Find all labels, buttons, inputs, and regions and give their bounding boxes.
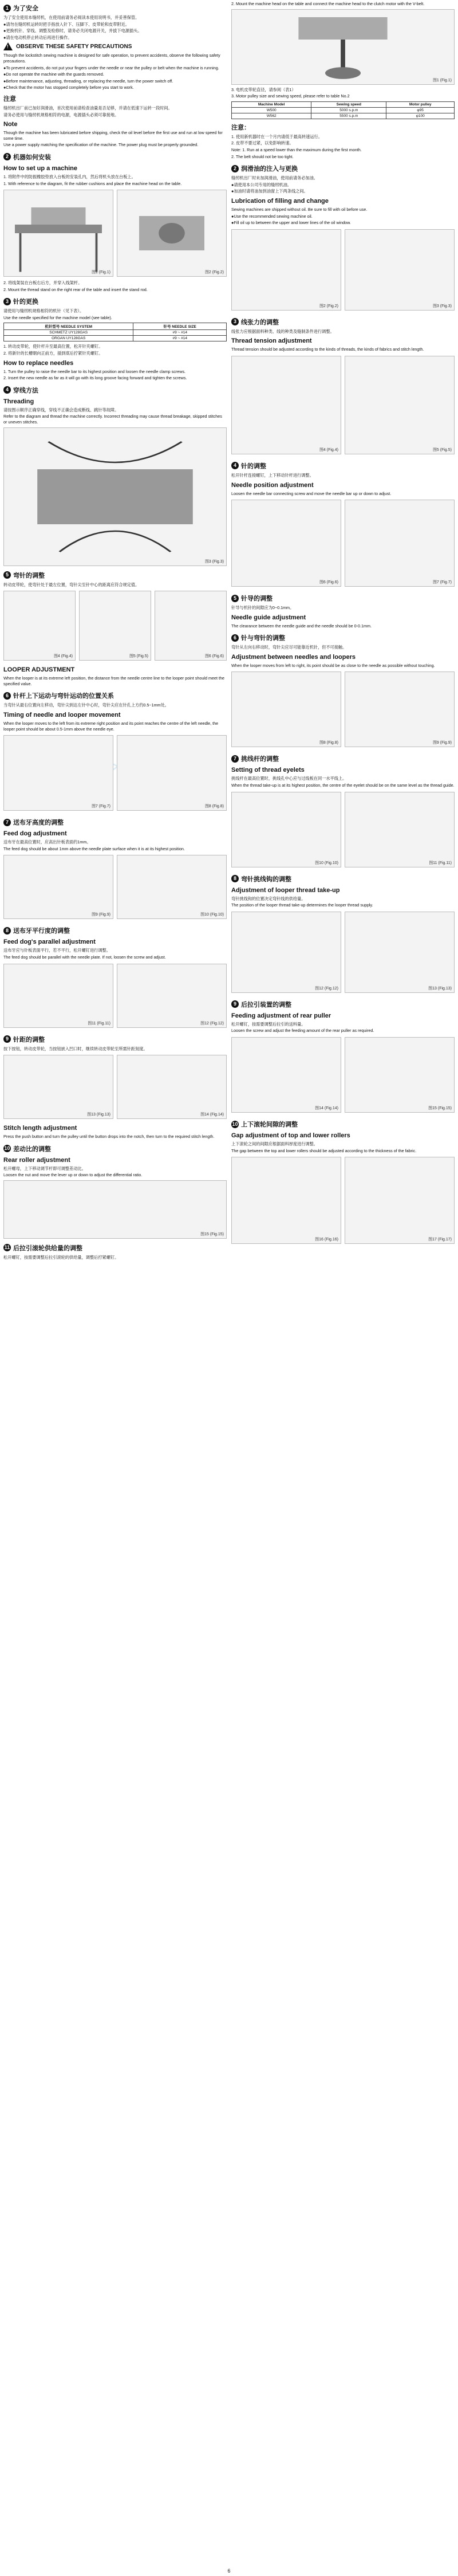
para: 按下按钮，转动皮带轮，当按钮嵌入凹口时，继续转动皮带轮至所需针距刻度。 (3, 1046, 148, 1051)
section-title: 送布牙平行度的调整 (13, 928, 70, 935)
section-title: 上下滚轮间隙的调整 (241, 1121, 298, 1129)
section-number: 8 (3, 927, 11, 934)
figure (345, 672, 455, 747)
table-cell: ORGAN UY128GAS (4, 336, 133, 341)
para: The feed dog should be parallel with the needle plate. If not, loosen the screw and adjust. (3, 954, 166, 960)
para: 2. Mount the thread stand on the right rear of the table and insert the stand rod. (3, 286, 148, 292)
figure-caption: 图6 (Fig.6) (319, 580, 338, 585)
note-heading: 注意 (3, 95, 16, 103)
section-thread-tension (231, 317, 455, 457)
section-title-en: Gap adjustment of top and lower rollers (231, 1132, 350, 1140)
section-title: 针导的调整 (241, 595, 273, 603)
figure-caption: 图1 (Fig.1) (91, 270, 110, 275)
para: 2. Insert the new needle as far as it will go with its long groove facing forward and tighten the screws. (3, 375, 187, 381)
section-title: 针的调整 (241, 462, 266, 470)
figure-caption: 图7 (Fig.7) (91, 804, 110, 809)
figure (155, 591, 227, 661)
section-title: 弯针挑线钩的调整 (241, 875, 291, 883)
para: Note: 1. Run at a speed lower than the maximum during the first month. (231, 147, 362, 152)
para: 缝纫机出厂时未加润滑油，使用前请务必加油。 (231, 175, 318, 181)
section-looper-takeup (231, 874, 455, 995)
para: 弯针从左向右移动时，弯针尖应尽可能靠近机针，但不可接触。 (231, 645, 347, 650)
right-column (231, 0, 455, 2567)
table-row (232, 107, 455, 113)
section-title-en: How to set up a machine (3, 164, 77, 172)
section-title-en: Feeding adjustment of rear puller (231, 1012, 331, 1019)
figure (345, 1157, 455, 1244)
note-heading-en: Note (3, 121, 18, 128)
section-title: 机器如何安装 (13, 154, 51, 161)
para: Loosen the screw and adjust the feeding amount of the rear puller as required. (231, 1028, 374, 1034)
section-feed-dog-parallel (3, 926, 227, 1030)
section-needle-looper (231, 633, 455, 749)
para: Use a power supply matching the specification of the machine. The power plug must be properly grounded. (3, 142, 199, 148)
figure (3, 964, 113, 1028)
figure (231, 792, 341, 867)
table-header: Motor pulley (386, 101, 455, 107)
figure (3, 190, 113, 277)
para: Press the push button and turn the pulley until the button drops into the notch, then turn to the required stitch length. (3, 1134, 215, 1140)
para: Loosen the needle bar connecting screw and move the needle bar up or down to adjust. (231, 490, 392, 496)
section-title-en: Adjustment of looper thread take-up (231, 886, 340, 894)
section-number: 2 (231, 165, 239, 172)
section-title: 线张力的调整 (241, 319, 279, 326)
section-number: 5 (231, 595, 239, 602)
para: ●请在电动机停止转动后再进行操作。 (3, 34, 72, 40)
para: ●Before maintenance, adjusting, threading, or replacing the needle, turn the power switch off. (3, 78, 173, 84)
page-number: 6 (227, 2568, 231, 2574)
section-setup (3, 152, 227, 292)
figure-caption: 图9 (Fig.9) (432, 741, 452, 745)
section-title-en: Feed dog's parallel adjustment (3, 938, 96, 946)
para: The feed dog should be about 1mm above the needle plate surface when it is at its highest position. (3, 846, 185, 851)
para: 为了安全使用本缝纫机，在使用前请务必阅读本使用说明书，并妥善保管。 (3, 15, 140, 20)
section-title: 弯针的调整 (13, 572, 45, 579)
table-cell: W562 (232, 113, 311, 119)
table-header: 机针型号 NEEDLE SYSTEM (4, 323, 133, 330)
figure-caption: 图16 (Fig.16) (315, 1238, 338, 1242)
para: ●Check that the motor has stopped completely before you start to work. (3, 85, 134, 91)
figure (117, 190, 227, 277)
section-title: 挑线杆的调整 (241, 756, 279, 763)
para: ●请勿在缝纫机运转时把手指放入针下、压脚下、皮带轮和皮带附近。 (3, 21, 129, 27)
para: 送布牙在最高位置时，应高出针板表面约1mm。 (3, 839, 91, 845)
section-title-en: Setting of thread eyelets (231, 767, 305, 774)
section-rear-puller (231, 1000, 455, 1115)
para: 转动皮带轮，使弯针处于最左位置，弯针尖至针中心的距离应符合规定值。 (3, 582, 140, 587)
figure (231, 672, 341, 747)
figure (117, 735, 227, 811)
section-roller-gap (231, 1120, 455, 1246)
para: Refer to the diagram and thread the machine correctly. Incorrect threading may cause thread breakage, skipped stitches or uneven stitches. (3, 414, 222, 425)
table-header: Sewing speed (311, 101, 386, 107)
section-number: 7 (231, 755, 239, 763)
para: 请务必使用与缝纫机规格相符的电源，电源插头必须可靠接地。 (3, 112, 119, 117)
para: When the thread take-up is at its highest position, the centre of the eyelet should be on the same level as the thread guide. (231, 783, 455, 788)
figure (345, 792, 455, 867)
figure-caption: 图8 (Fig.8) (204, 804, 224, 809)
figure-caption: 图15 (Fig.15) (200, 1232, 224, 1236)
section-title-en: Needle guide adjustment (231, 614, 306, 621)
figure-caption: 图3 (Fig.3) (432, 304, 452, 308)
para: 3. 电机皮带轮直径，请参阅（表1） (231, 87, 296, 92)
speed-table (231, 101, 455, 119)
para: ●加油时请将油加到油窗上下两条线之间。 (231, 189, 308, 194)
para: 松开螺母，上下移动调节杆即可调整差动比。 (3, 1165, 86, 1171)
figure (231, 229, 341, 311)
section-number: 1 (3, 5, 11, 12)
para: The position of the looper thread take-up determines the looper thread supply. (231, 902, 373, 908)
figure-caption: 图2 (Fig.2) (319, 304, 338, 308)
figure (3, 591, 76, 661)
section-rear-roller (3, 1243, 227, 1260)
figure (231, 500, 341, 587)
figure-caption: 图15 (Fig.15) (428, 1106, 452, 1111)
figure-caption: 图12 (Fig.12) (200, 1021, 224, 1026)
section-title: 差动比的调整 (13, 1145, 51, 1153)
section-number: 4 (3, 386, 11, 394)
figure (117, 855, 227, 919)
para: 2. 将新针的长槽朝向正前方，插到底后拧紧针夹螺钉。 (3, 351, 103, 356)
para: The clearance between the needle guide and the needle should be 0-0.1mm. (231, 623, 372, 629)
section-needle-position (231, 461, 455, 589)
figure-caption: 图1 (Fig.1) (432, 78, 452, 83)
para: Thread tension should be adjusted according to the kinds of threads, the kinds of fabrics and stitch length. (231, 347, 424, 352)
para: ●To prevent accidents, do not put your fingers under the needle or near the pulley or belt when the machine is running. (3, 65, 219, 70)
section-title-en: Lubrication of filling and change (231, 197, 329, 205)
section-number: 10 (4, 1145, 10, 1152)
para: 上下滚轮之间的间隙应根据面料厚度进行调整。 (231, 1141, 318, 1147)
table-row (232, 113, 455, 119)
figure (3, 855, 113, 919)
figure-caption: 图4 (Fig.4) (53, 654, 73, 659)
section-differential (3, 1144, 227, 1239)
figure-caption: 图5 (Fig.5) (432, 447, 452, 452)
figure-caption: 图13 (Fig.13) (428, 986, 452, 991)
section-title: 针杆上下运动与弯针运动的位置关系 (13, 693, 114, 700)
warning-icon: ! (3, 42, 13, 50)
para: ●Use the recommended sewing machine oil. (231, 213, 313, 219)
section-title-en: Thread tension adjustment (231, 337, 312, 345)
para: 1. With reference to the diagram, fit the rubber cushions and place the machine head on the table. (3, 180, 182, 186)
para: 3. Motor pulley size and sewing speed, please refer to table No.2 (231, 93, 350, 99)
section-lubrication (231, 164, 455, 313)
para: When the looper moves to the left from its extreme right position and its point reaches the centre of the left needle, the looper point should be about 0.5-1mm above the needle eye. (3, 721, 219, 732)
para: 2. Mount the machine head on the table and connect the machine head to the clutch motor with the V-belt. (231, 1, 425, 6)
table-cell: 5000 s.p.m (311, 107, 386, 113)
table-cell: φ95 (386, 107, 455, 113)
section-number: 9 (3, 1035, 11, 1043)
figure-caption: 图10 (Fig.10) (315, 861, 338, 865)
para: ●Do not operate the machine with the guards removed. (3, 72, 104, 77)
figure-caption: 图14 (Fig.14) (200, 1113, 224, 1117)
section-number: 11 (4, 1244, 10, 1251)
table-cell: 5500 s.p.m (311, 113, 386, 119)
section-stitch-length (3, 1035, 227, 1140)
section-needle-replace (3, 297, 227, 381)
section-threading (3, 386, 227, 566)
figure-caption: 图9 (Fig.9) (91, 913, 110, 917)
section-title: 针距的调整 (13, 1036, 45, 1043)
para: ●更换机针、穿线、调整及检修时，请务必关闭电源开关，并拔下电源插头。 (3, 28, 142, 34)
figure-caption: 图10 (Fig.10) (200, 913, 224, 917)
para: Though the machine has been lubricated before shipping, check the oil level before the first use and run at low speed for some time. (3, 130, 223, 141)
para: 请使用与缝纫机规格相符的机针（见下表）。 (3, 308, 84, 314)
section-number: 9 (231, 1000, 239, 1008)
section-safety (3, 3, 227, 148)
para: Though the lockstitch sewing machine is designed for safe operation, to prevent accidents, observe the following safety precautions. (3, 53, 220, 64)
figure (231, 1157, 341, 1244)
left-column (3, 0, 227, 2567)
para: 当弯针从最右位置向左移动，弯针尖到达左针中心时，弯针尖应在针孔上方约0.5~1mm处。 (3, 702, 169, 708)
figure-caption: 图17 (Fig.17) (428, 1238, 452, 1242)
table-cell: #9 ~ #14 (133, 336, 227, 341)
figure (3, 1055, 113, 1119)
needle-table (3, 323, 227, 341)
figure (231, 912, 341, 993)
section-thread-eyelets (231, 754, 455, 869)
para: 请按图示顺序正确穿线，穿线不正确会造成断线、跳针等故障。 (3, 407, 119, 413)
para: 2. 将线架装在台板右后方，并穿入线架杆。 (3, 280, 82, 286)
section-title-en: Adjustment between needles and loopers (231, 653, 356, 661)
figure (345, 1037, 455, 1113)
section-number: 6 (3, 692, 11, 700)
figure-caption: 图2 (Fig.2) (204, 270, 224, 275)
figure (345, 356, 455, 454)
figure (345, 912, 455, 993)
section-title-en: Threading (3, 398, 34, 405)
figure-caption: 图6 (Fig.6) (204, 654, 224, 659)
figure (3, 427, 227, 566)
section-title: 针的更换 (13, 299, 38, 306)
para: 松开螺钉，按需要调整后拉引滚轮的供给量，调整后拧紧螺钉。 (3, 1254, 119, 1260)
table-cell: W500 (232, 107, 311, 113)
section-title: 穿线方法 (13, 387, 38, 394)
para: Sewing machines are shipped without oil. Be sure to fill with oil before use. (231, 206, 368, 212)
section-title-en: Timing of needle and looper movement (3, 712, 121, 718)
figure-caption: 图11 (Fig.11) (429, 861, 452, 865)
section-title-en: Feed dog adjustment (3, 830, 67, 838)
para: ●请使用本公司专用的缝纫机油。 (231, 182, 291, 187)
para: 2. 皮带不要过紧，以免影响转速。 (231, 140, 294, 146)
section-number: 10 (232, 1121, 238, 1127)
section-title-en: How to replace needles (3, 359, 74, 367)
para: 针导与机针的间隙应为0~0.1mm。 (231, 605, 294, 611)
para: When the looper is at its extreme left position, the distance from the needle centre line to the looper point should meet the specified value. (3, 676, 224, 686)
para: 缝纫机出厂前已加好润滑油，首次使用前请检查油量是否足够，并请在低速下运转一段时间。 (3, 105, 172, 111)
section-title: 送布牙高度的调整 (13, 819, 64, 827)
para: When the looper moves from left to right, its point should be as close to the needle as possible without touching. (231, 662, 435, 668)
note-heading: 注意： (231, 124, 250, 131)
para: 挑线杆在最高位置时，挑线孔中心应与过线板在同一水平线上。 (231, 776, 347, 782)
figure (117, 1055, 227, 1119)
section-title: 润滑油的注入与更换 (241, 166, 298, 173)
figure (345, 229, 455, 311)
figure (231, 1037, 341, 1113)
para: Loosen the nut and move the lever up or down to adjust the differential ratio. (3, 1172, 143, 1178)
section-title-en: Rear roller adjustment (3, 1156, 70, 1164)
para: ●Fill oil up to between the upper and lower lines of the oil window. (231, 220, 351, 226)
table-cell: φ100 (386, 113, 455, 119)
section-title-en: Needle position adjustment (231, 481, 314, 489)
figure (79, 591, 151, 661)
para: 1. 转动皮带轮，使针杆升至最高位置，松开针夹螺钉。 (3, 344, 103, 350)
figure (3, 735, 113, 811)
table-header: 针号 NEEDLE SIZE (133, 323, 227, 330)
section-number: 2 (3, 153, 11, 160)
section-looper (3, 571, 227, 687)
figure-caption: 图4 (Fig.4) (319, 447, 338, 452)
table-cell: SCHMETZ UY128GAS (4, 330, 133, 336)
table-row (4, 330, 227, 336)
section-title: 后拉引装置的调整 (241, 1001, 291, 1008)
section-title-en: LOOPER ADJUSTMENT (3, 666, 75, 674)
figure (345, 500, 455, 587)
figure-caption: 图8 (Fig.8) (319, 741, 338, 745)
para: 线张力应根据面料种类、线的种类及缝制条件进行调整。 (231, 328, 334, 334)
section-number: 5 (3, 571, 11, 579)
figure (231, 356, 341, 454)
section-title: 后拉引滚轮供给量的调整 (13, 1244, 82, 1252)
table-cell: #9 ~ #14 (133, 330, 227, 336)
para: 松开螺钉，按需要调整后拉引的送料量。 (231, 1021, 306, 1027)
para: 1. 使用新机器时在一个月内请低于最高转速运行。 (231, 133, 322, 139)
section-title-en: Stitch length adjustment (3, 1125, 77, 1132)
section-number: 8 (231, 875, 239, 882)
figure (117, 964, 227, 1028)
section-number: 3 (3, 298, 11, 305)
para: The gap between the top and lower rollers should be adjusted according to the thickness of the fabric. (231, 1148, 417, 1153)
section-number: 6 (231, 634, 239, 642)
figure-caption: 图14 (Fig.14) (315, 1106, 338, 1111)
section-feed-dog (3, 818, 227, 921)
para: 弯针挑线钩的位置决定弯针线的供给量。 (231, 896, 306, 901)
section-title: 为了安全 (13, 5, 38, 12)
section-number: 3 (231, 318, 239, 325)
figure (3, 1180, 227, 1239)
figure-caption: 图3 (Fig.3) (204, 559, 224, 564)
table-header: Machine Model (232, 101, 311, 107)
figure-caption: 图5 (Fig.5) (129, 654, 148, 659)
section-number: 7 (3, 819, 11, 826)
figure-caption: 图7 (Fig.7) (432, 580, 452, 585)
warning-title: OBSERVE THESE SAFETY PRECAUTIONS (16, 43, 132, 50)
section-title: 针与弯针的调整 (241, 635, 285, 642)
section-motor (231, 1, 455, 159)
para: Use the needle specified for the machine model (see table). (3, 315, 112, 320)
para: 1. Turn the pulley to raise the needle bar to its highest position and loosen the needle clamp screws. (3, 368, 186, 374)
para: 松开针杆连接螺钉，上下移动针杆进行调整。 (231, 472, 314, 478)
section-needle-guide (231, 594, 455, 629)
para: 1. 将附件中的防振橡胶垫放入台板的安装孔内，然后将机头放在台板上。 (3, 174, 136, 179)
table-row (4, 336, 227, 341)
figure-caption: 图12 (Fig.12) (315, 986, 338, 991)
figure-caption: 图13 (Fig.13) (87, 1113, 110, 1117)
para: 2. The belt should not be too tight. (231, 154, 294, 159)
figure-caption: 图11 (Fig.11) (88, 1021, 110, 1026)
para: 送布牙应与针板表面平行，若不平行，松开螺钉进行调整。 (3, 948, 110, 953)
section-timing (3, 691, 227, 813)
section-number: 4 (231, 462, 239, 469)
figure (231, 9, 455, 85)
